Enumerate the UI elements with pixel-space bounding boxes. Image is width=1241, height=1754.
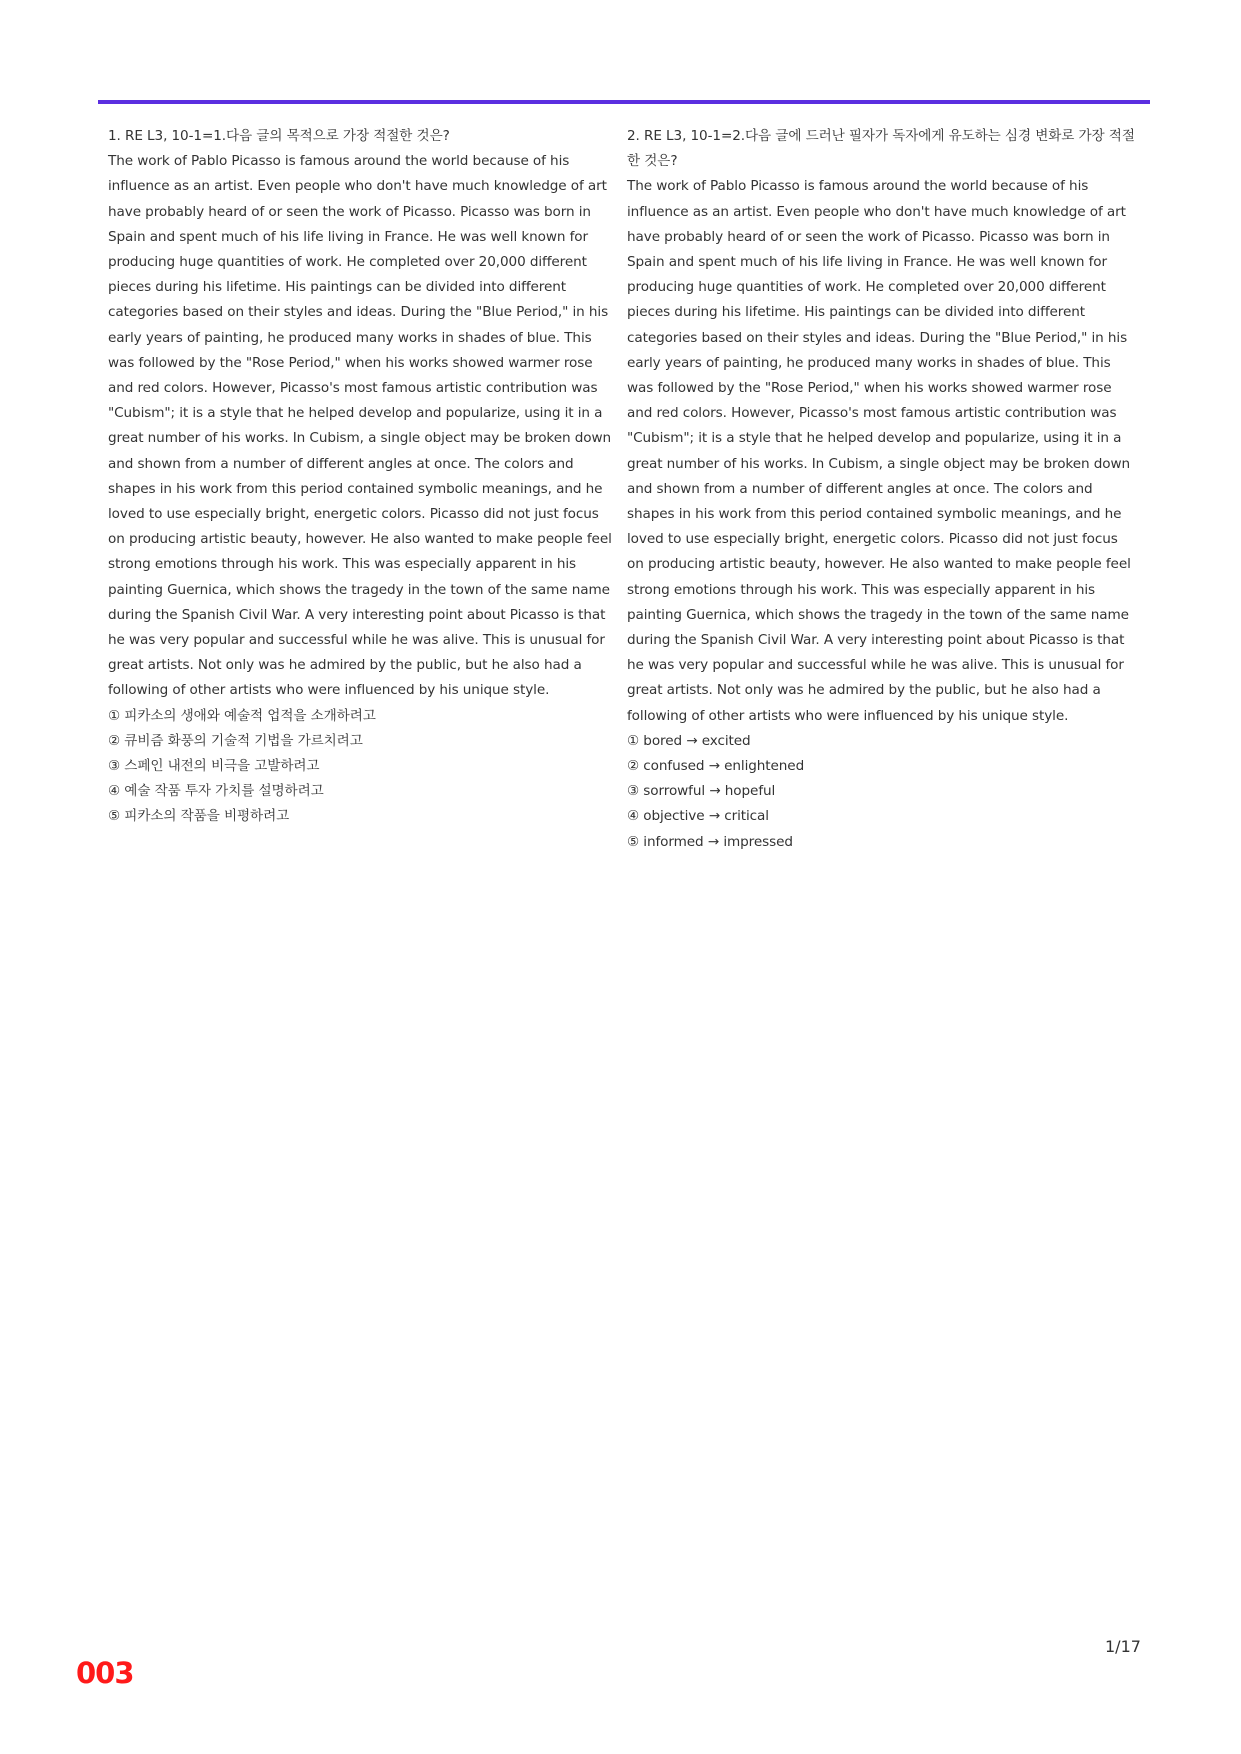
question-2-choice-2[interactable]: ② confused → enlightened bbox=[627, 758, 805, 775]
question-2-choices bbox=[627, 729, 1135, 855]
question-1-choice-4[interactable]: ④ 예술 작품 투자 가치를 설명하려고 bbox=[108, 783, 324, 800]
document-code: 003 bbox=[76, 1656, 134, 1690]
question-1-choice-1[interactable]: ① 피카소의 생애와 예술적 업적을 소개하려고 bbox=[108, 707, 376, 724]
question-1-choices bbox=[108, 704, 614, 830]
page-number: 1/17 bbox=[1105, 1637, 1141, 1656]
question-1-choice-3[interactable]: ③ 스페인 내전의 비극을 고발하려고 bbox=[108, 758, 320, 775]
question-1-title: 1. RE L3, 10-1=1.다음 글의 목적으로 가장 적절한 것은? bbox=[108, 128, 450, 144]
question-2-choice-4[interactable]: ④ objective → critical bbox=[627, 808, 769, 825]
question-1-choice-5[interactable]: ⑤ 피카소의 작품을 비평하려고 bbox=[108, 808, 290, 825]
question-1-passage: The work of Pablo Picasso is famous around the world because of his influence as an artist. Even people who don't have much knowledge of art have probably heard of or seen the work of Picasso. Picasso was born in Spain and spent much of his life living in France. He was well known for producing huge quantities of work. He completed over 20,000 different pieces during his lifetime. His paintings can be divided into different categories based on their styles and ideas. During the "Blue Period," in his early years of painting, he produced many works in shades of blue. This was followed by the "Rose Period," when his works showed warmer rose and red colors. However, Picasso's most famous artistic contribution was "Cubism"; it is a style that he helped develop and popularize, using it in a great number of his works. In Cubism, a single object may be broken down and shown from a number of different angles at once. The colors and shapes in his work from this period contained symbolic meanings, and he loved to use especially bright, energetic colors. Picasso did not just focus on producing artistic beauty, however. He also wanted to make people feel strong emotions through his work. This was especially apparent in his painting Guernica, which shows the tragedy in the town of the same name during the Spanish Civil War. A very interesting point about Picasso is that he was very popular and successful while he was alive. This is unusual for great artists. Not only was he admired by the public, but he also had a following of other artists who were influenced by his unique style. bbox=[108, 153, 612, 699]
question-2-title: 2. RE L3, 10-1=2.다음 글에 드러난 필자가 독자에게 유도하는 심경 변화로 가장 적절한 것은? bbox=[627, 128, 1135, 170]
question-2-choice-1[interactable]: ① bored → excited bbox=[627, 732, 751, 749]
question-2-choice-5[interactable]: ⑤ informed → impressed bbox=[627, 833, 793, 850]
question-1 bbox=[108, 124, 614, 830]
question-1-choice-2[interactable]: ② 큐비즘 화풍의 기술적 기법을 가르치려고 bbox=[108, 732, 363, 749]
header-rule bbox=[98, 100, 1150, 104]
question-2 bbox=[627, 124, 1135, 855]
question-2-choice-3[interactable]: ③ sorrowful → hopeful bbox=[627, 783, 776, 800]
question-2-passage: The work of Pablo Picasso is famous around the world because of his influence as an artist. Even people who don't have much knowledge of art have probably heard of or seen the work of Picasso. Picasso was born in Spain and spent much of his life living in France. He was well known for producing huge quantities of work. He completed over 20,000 different pieces during his lifetime. His paintings can be divided into different categories based on their styles and ideas. During the "Blue Period," in his early years of painting, he produced many works in shades of blue. This was followed by the "Rose Period," when his works showed warmer rose and red colors. However, Picasso's most famous artistic contribution was "Cubism"; it is a style that he helped develop and popularize, using it in a great number of his works. In Cubism, a single object may be broken down and shown from a number of different angles at once. The colors and shapes in his work from this period contained symbolic meanings, and he loved to use especially bright, energetic colors. Picasso did not just focus on producing artistic beauty, however. He also wanted to make people feel strong emotions through his work. This was especially apparent in his painting Guernica, which shows the tragedy in the town of the same name during the Spanish Civil War. A very interesting point about Picasso is that he was very popular and successful while he was alive. This is unusual for great artists. Not only was he admired by the public, but he also had a following of other artists who were influenced by his unique style. bbox=[627, 178, 1131, 724]
